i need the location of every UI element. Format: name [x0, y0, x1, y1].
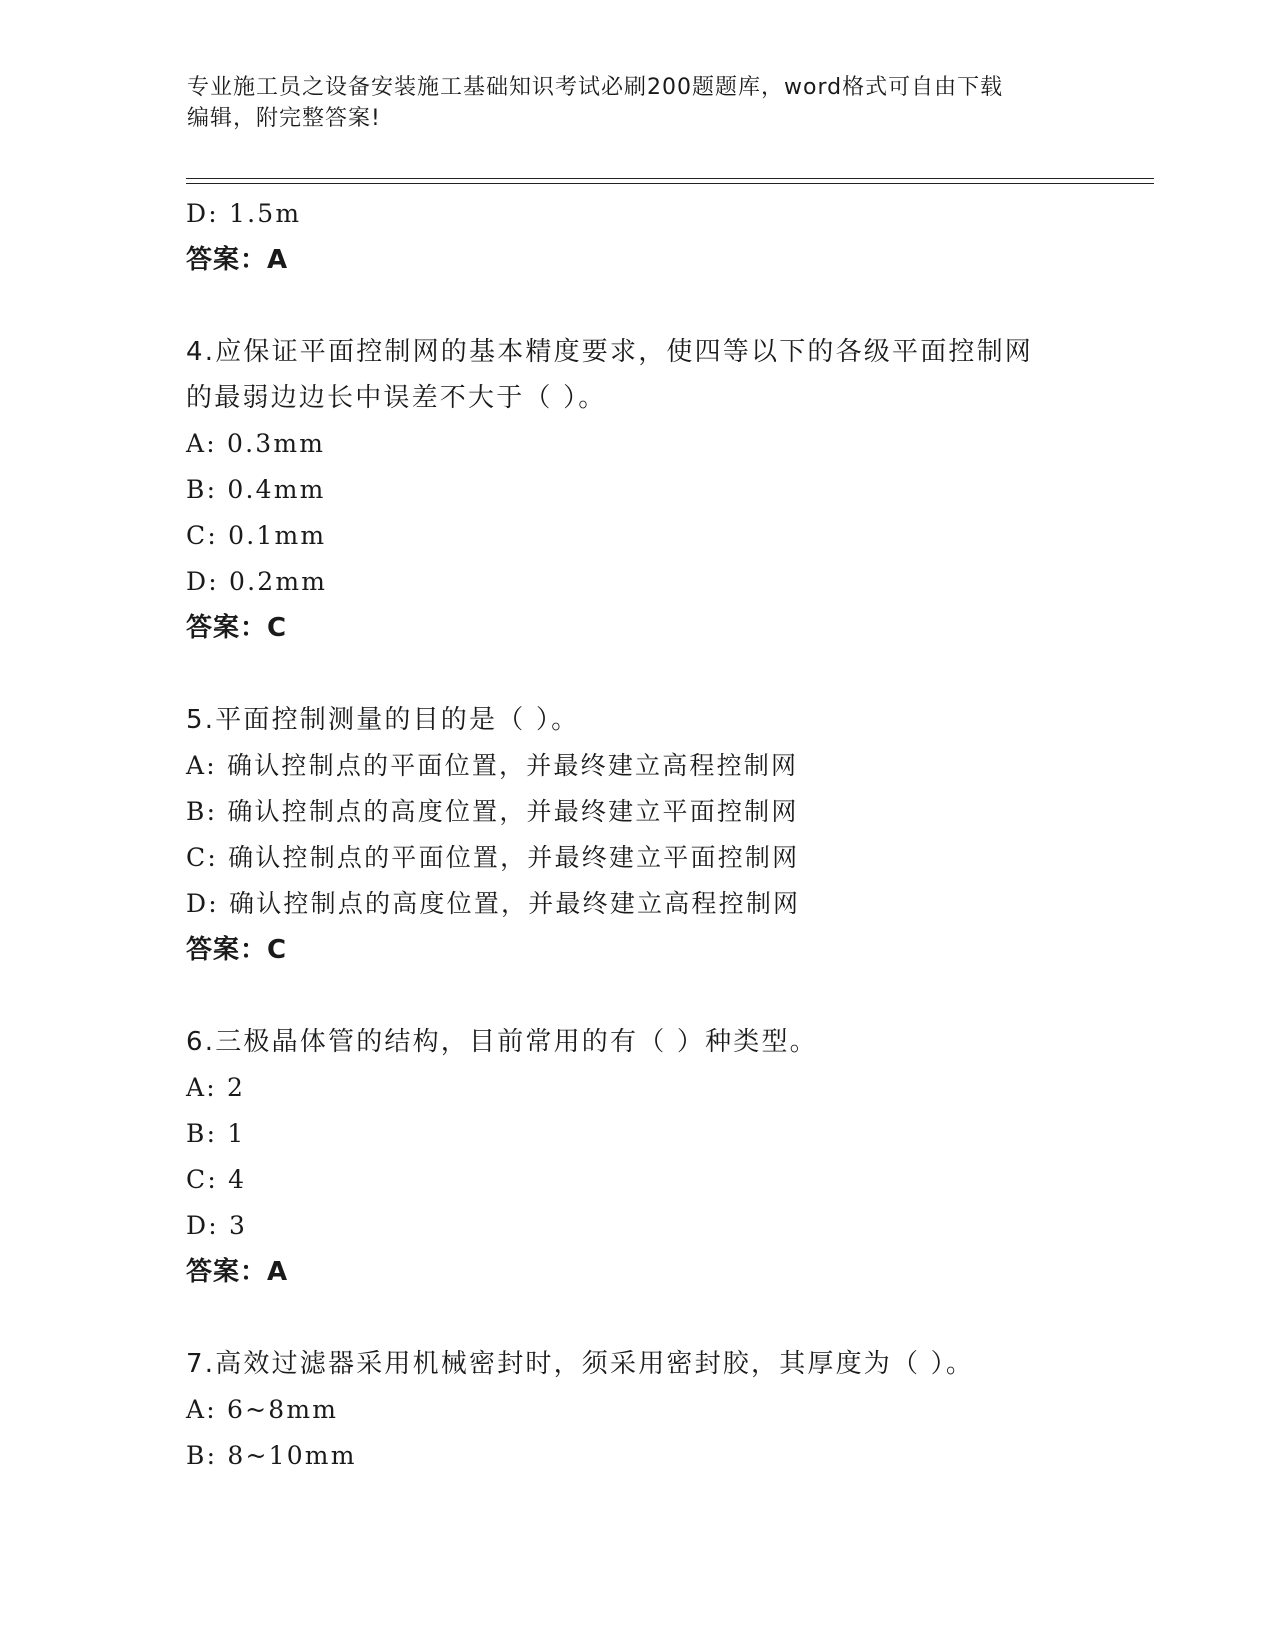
question-block	[186, 697, 1086, 973]
answer-line: 答案：A	[186, 1257, 289, 1287]
question-stem-continued: 的最弱边边长中误差不大于（ ）。	[186, 383, 607, 413]
option-c: C: 0.1mm	[186, 521, 327, 550]
header-divider-top	[186, 178, 1154, 179]
question-stem: 5.平面控制测量的目的是（ ）。	[186, 705, 580, 735]
option-b: B: 1	[186, 1119, 246, 1148]
answer-line: 答案：C	[186, 935, 288, 965]
header-title-line-1: 专业施工员之设备安装施工基础知识考试必刷200题题库，word格式可自由下载	[187, 75, 1004, 100]
question-list	[186, 191, 1086, 1479]
document-header	[187, 72, 1067, 134]
option-d: D: 0.2mm	[186, 567, 328, 596]
option-d: D: 1.5m	[186, 199, 302, 228]
question-stem: 7.高效过滤器采用机械密封时，须采用密封胶，其厚度为（ ）。	[186, 1349, 975, 1379]
option-b: B: 8~10mm	[186, 1441, 357, 1470]
option-b: B: 确认控制点的高度位置，并最终建立平面控制网	[186, 797, 799, 826]
option-a: A: 2	[186, 1073, 246, 1102]
option-c: C: 确认控制点的平面位置，并最终建立平面控制网	[186, 843, 800, 872]
option-c: C: 4	[186, 1165, 247, 1194]
question-stem: 4.应保证平面控制网的基本精度要求，使四等以下的各级平面控制网	[186, 337, 1034, 367]
header-divider-bottom	[186, 183, 1154, 184]
answer-line: 答案：C	[186, 613, 288, 643]
question-block	[186, 329, 1086, 651]
option-a: A: 0.3mm	[186, 429, 326, 458]
option-d: D: 确认控制点的高度位置，并最终建立高程控制网	[186, 889, 801, 918]
header-title-line-2: 编辑，附完整答案!	[187, 106, 381, 131]
question-block	[186, 1019, 1086, 1295]
question-block	[186, 1341, 1086, 1479]
option-a: A: 确认控制点的平面位置，并最终建立高程控制网	[186, 751, 799, 780]
option-b: B: 0.4mm	[186, 475, 326, 504]
answer-line: 答案：A	[186, 245, 289, 275]
option-d: D: 3	[186, 1211, 248, 1240]
option-a: A: 6~8mm	[186, 1395, 339, 1424]
question-stem: 6.三极晶体管的结构，目前常用的有（ ）种类型。	[186, 1027, 818, 1057]
